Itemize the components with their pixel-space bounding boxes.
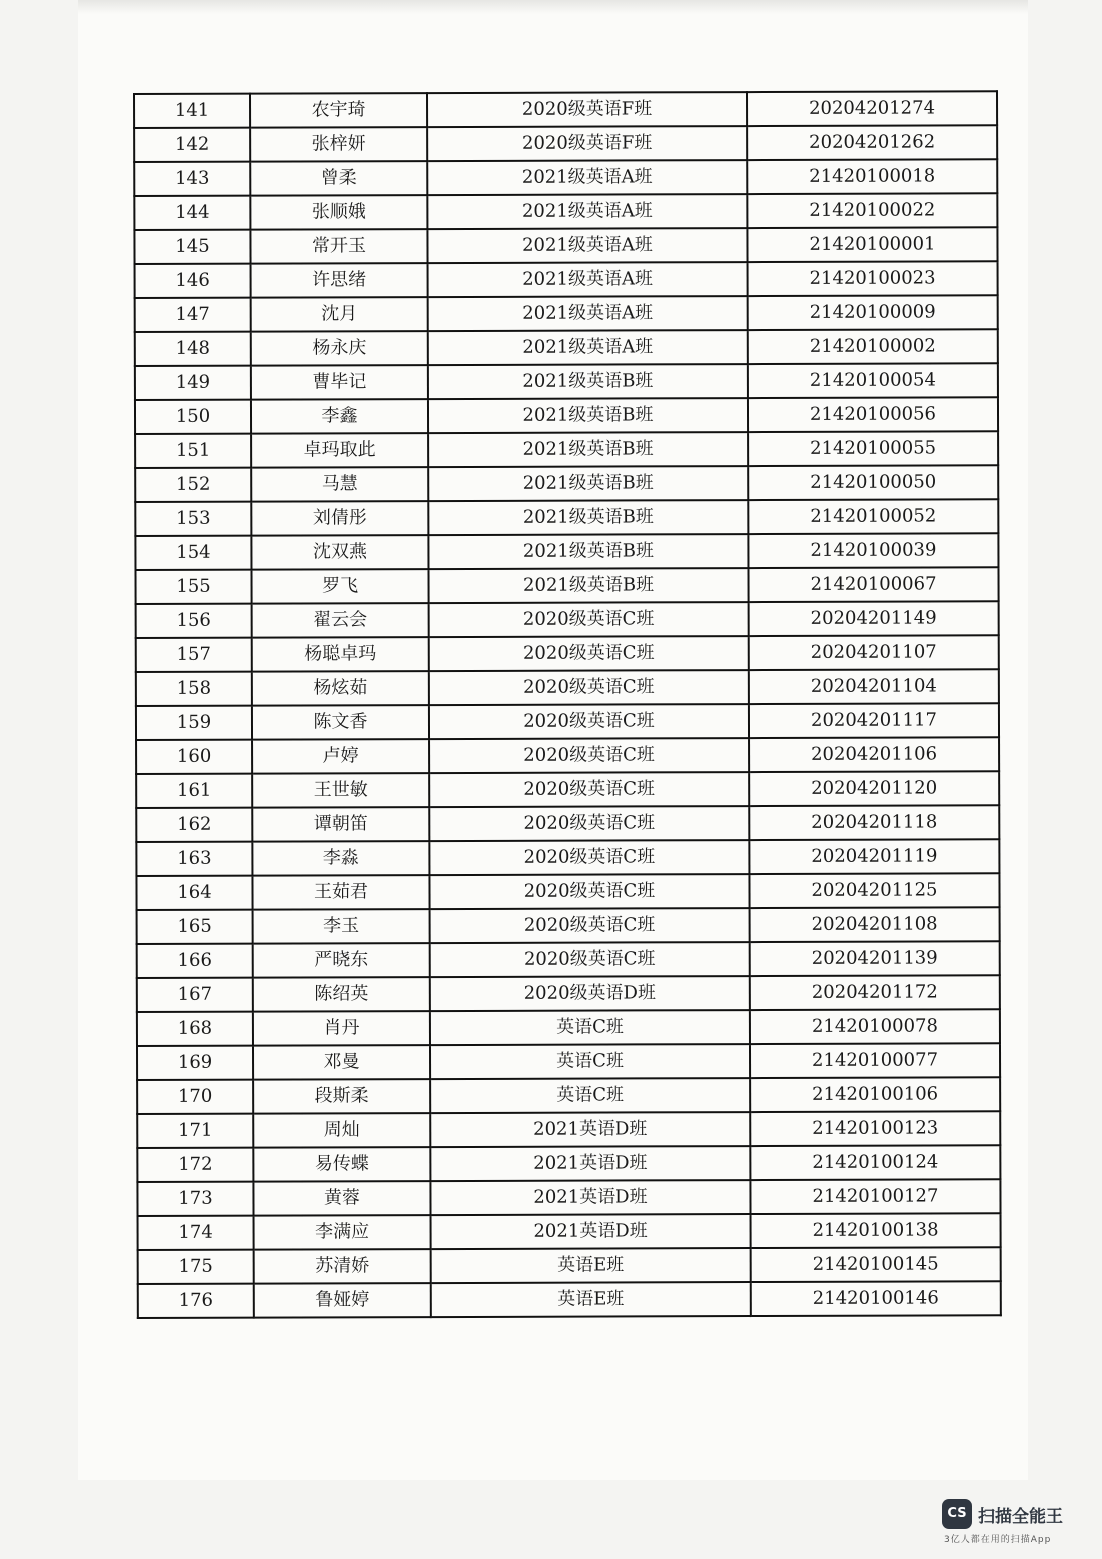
- class-name: 2021级英语A班: [427, 160, 747, 195]
- table-row: [137, 1077, 1000, 1114]
- student-name: 李鑫: [251, 399, 428, 434]
- row-number: 163: [136, 842, 252, 876]
- student-id: 21420100138: [751, 1213, 1001, 1248]
- class-name: 2021英语D班: [431, 1214, 751, 1249]
- student-id: 21420100002: [748, 329, 998, 364]
- student-id: 20204201104: [749, 669, 999, 704]
- student-name: 周灿: [253, 1113, 430, 1148]
- student-name: 刘倩彤: [251, 501, 428, 536]
- table-row: [135, 363, 998, 400]
- class-name: 2021英语D班: [430, 1146, 750, 1181]
- student-id: 20204201125: [749, 873, 999, 908]
- table-row: [136, 635, 999, 672]
- table-row: [137, 1145, 1000, 1182]
- row-number: 153: [135, 502, 251, 536]
- student-name: 鲁娅婷: [254, 1283, 431, 1318]
- class-name: 2020级英语C班: [429, 772, 749, 807]
- class-name: 2021级英语B班: [428, 466, 748, 501]
- row-number: 172: [137, 1148, 253, 1182]
- student-id: 21420100018: [747, 159, 997, 194]
- row-number: 148: [135, 332, 251, 366]
- student-name: 苏清娇: [254, 1249, 431, 1284]
- student-roster-table: [133, 90, 1002, 1319]
- student-id: 20204201262: [747, 125, 997, 160]
- class-name: 2020级英语C班: [429, 602, 749, 637]
- class-name: 英语C班: [430, 1044, 750, 1079]
- student-id: 20204201117: [749, 703, 999, 738]
- class-name: 2020级英语C班: [429, 874, 749, 909]
- watermark-app-name: 扫描全能王: [978, 1507, 1063, 1527]
- student-name: 邓曼: [253, 1045, 430, 1080]
- class-name: 2020级英语F班: [427, 92, 747, 127]
- student-id: 20204201274: [747, 91, 997, 126]
- class-name: 2020级英语C班: [429, 636, 749, 671]
- row-number: 154: [135, 536, 251, 570]
- student-name: 易传蝶: [253, 1147, 430, 1182]
- student-name: 王茹君: [252, 875, 429, 910]
- table-row: [134, 159, 997, 196]
- student-id: 21420100078: [750, 1009, 1000, 1044]
- student-name: 张梓妍: [250, 127, 427, 162]
- student-name: 翟云会: [252, 603, 429, 638]
- student-id: 21420100146: [751, 1281, 1001, 1316]
- table-row: [136, 771, 999, 808]
- class-name: 2021级英语B班: [428, 568, 748, 603]
- student-name: 杨聪卓玛: [252, 637, 429, 672]
- row-number: 174: [138, 1216, 254, 1250]
- row-number: 169: [137, 1046, 253, 1080]
- student-name: 李满应: [254, 1215, 431, 1250]
- student-id: 21420100056: [748, 397, 998, 432]
- class-name: 2020级英语C班: [429, 670, 749, 705]
- camscanner-logo-icon: CS: [942, 1499, 972, 1529]
- table-row: [136, 601, 999, 638]
- table-row: [136, 805, 999, 842]
- student-name: 卢婷: [252, 739, 429, 774]
- table-row: [136, 669, 999, 706]
- student-id: 21420100039: [748, 533, 998, 568]
- student-id: 21420100055: [748, 431, 998, 466]
- student-name: 曹毕记: [251, 365, 428, 400]
- class-name: 2021级英语A班: [428, 262, 748, 297]
- row-number: 160: [136, 740, 252, 774]
- row-number: 155: [135, 570, 251, 604]
- table-row: [137, 941, 1000, 978]
- table-row: [135, 295, 998, 332]
- row-number: 147: [135, 298, 251, 332]
- student-name: 罗飞: [251, 569, 428, 604]
- student-id: 20204201106: [749, 737, 999, 772]
- student-id: 21420100067: [748, 567, 998, 602]
- student-id: 21420100123: [750, 1111, 1000, 1146]
- class-name: 2020级英语F班: [427, 126, 747, 161]
- student-id: 20204201139: [750, 941, 1000, 976]
- student-name: 陈文香: [252, 705, 429, 740]
- class-name: 2021级英语A班: [428, 330, 748, 365]
- student-id: 21420100145: [751, 1247, 1001, 1282]
- student-id: 20204201120: [749, 771, 999, 806]
- student-name: 卓玛取此: [251, 433, 428, 468]
- student-name: 农宇琦: [250, 93, 427, 128]
- table-row: [136, 873, 999, 910]
- table-row: [135, 431, 998, 468]
- row-number: 142: [134, 128, 250, 162]
- table-row: [136, 839, 999, 876]
- student-name: 李淼: [252, 841, 429, 876]
- table-row: [135, 397, 998, 434]
- row-number: 167: [137, 978, 253, 1012]
- row-number: 158: [136, 672, 252, 706]
- table-row: [137, 1179, 1000, 1216]
- table-row: [136, 737, 999, 774]
- student-id: 20204201107: [749, 635, 999, 670]
- class-name: 2021级英语A班: [428, 296, 748, 331]
- row-number: 159: [136, 706, 252, 740]
- camscanner-watermark: [942, 1499, 1082, 1545]
- class-name: 2021级英语B班: [428, 432, 748, 467]
- class-name: 英语C班: [430, 1010, 750, 1045]
- class-name: 2020级英语D班: [430, 976, 750, 1011]
- class-name: 2020级英语C班: [430, 908, 750, 943]
- student-id: 21420100022: [747, 193, 997, 228]
- class-name: 2020级英语C班: [429, 840, 749, 875]
- class-name: 2020级英语C班: [429, 806, 749, 841]
- student-name: 黄蓉: [253, 1181, 430, 1216]
- student-id: 20204201172: [750, 975, 1000, 1010]
- row-number: 166: [137, 944, 253, 978]
- row-number: 145: [134, 230, 250, 264]
- table-row: [137, 1043, 1000, 1080]
- table-row: [136, 703, 999, 740]
- table-row: [135, 499, 998, 536]
- student-id: 21420100001: [747, 227, 997, 262]
- student-name: 沈双燕: [251, 535, 428, 570]
- class-name: 英语E班: [431, 1282, 751, 1317]
- row-number: 175: [138, 1250, 254, 1284]
- student-id: 21420100077: [750, 1043, 1000, 1078]
- class-name: 2021级英语B班: [428, 534, 748, 569]
- row-number: 162: [136, 808, 252, 842]
- table-row: [137, 907, 1000, 944]
- student-name: 段斯柔: [253, 1079, 430, 1114]
- row-number: 164: [136, 876, 252, 910]
- class-name: 2021级英语B班: [428, 364, 748, 399]
- table-row: [135, 533, 998, 570]
- table-row: [135, 261, 998, 298]
- row-number: 176: [138, 1284, 254, 1318]
- student-name: 谭朝笛: [252, 807, 429, 842]
- class-name: 2021级英语A班: [427, 228, 747, 263]
- class-name: 2020级英语C班: [429, 738, 749, 773]
- student-name: 沈月: [251, 297, 428, 332]
- row-number: 151: [135, 434, 251, 468]
- class-name: 英语E班: [431, 1248, 751, 1283]
- row-number: 150: [135, 400, 251, 434]
- student-id: 21420100054: [748, 363, 998, 398]
- student-name: 杨永庆: [251, 331, 428, 366]
- student-name: 杨炫茹: [252, 671, 429, 706]
- class-name: 2021英语D班: [430, 1180, 750, 1215]
- class-name: 2021级英语A班: [427, 194, 747, 229]
- page-top-edge: [78, 0, 1028, 14]
- student-name: 常开玉: [250, 229, 427, 264]
- student-name: 许思绪: [251, 263, 428, 298]
- student-id: 20204201118: [749, 805, 999, 840]
- row-number: 156: [136, 604, 252, 638]
- student-id: 21420100052: [748, 499, 998, 534]
- class-name: 2021级英语B班: [428, 500, 748, 535]
- student-id: 20204201108: [750, 907, 1000, 942]
- student-name: 马慧: [251, 467, 428, 502]
- table-row: [138, 1213, 1001, 1250]
- watermark-tagline: 3亿人都在用的扫描App: [944, 1535, 1052, 1545]
- row-number: 152: [135, 468, 251, 502]
- student-id: 21420100124: [750, 1145, 1000, 1180]
- student-id: 21420100050: [748, 465, 998, 500]
- class-name: 英语C班: [430, 1078, 750, 1113]
- table-row: [134, 227, 997, 264]
- table-row: [138, 1281, 1001, 1318]
- class-name: 2021级英语B班: [428, 398, 748, 433]
- student-name: 张顺娥: [250, 195, 427, 230]
- table-row: [135, 567, 998, 604]
- class-name: 2020级英语C班: [429, 704, 749, 739]
- row-number: 141: [134, 94, 250, 128]
- row-number: 157: [136, 638, 252, 672]
- student-id: 21420100009: [748, 295, 998, 330]
- student-id: 21420100023: [748, 261, 998, 296]
- roster-body: [134, 91, 1001, 1318]
- student-name: 李玉: [253, 909, 430, 944]
- row-number: 170: [137, 1080, 253, 1114]
- table-row: [134, 91, 997, 128]
- student-id: 21420100127: [750, 1179, 1000, 1214]
- student-id: 20204201149: [749, 601, 999, 636]
- row-number: 171: [137, 1114, 253, 1148]
- student-name: 陈绍英: [253, 977, 430, 1012]
- row-number: 165: [137, 910, 253, 944]
- table-row: [137, 1009, 1000, 1046]
- table-row: [137, 1111, 1000, 1148]
- student-id: 20204201119: [749, 839, 999, 874]
- student-name: 肖丹: [253, 1011, 430, 1046]
- student-id: 21420100106: [750, 1077, 1000, 1112]
- table-row: [135, 329, 998, 366]
- table-row: [134, 193, 997, 230]
- table-row: [137, 975, 1000, 1012]
- student-name: 严晓东: [253, 943, 430, 978]
- class-name: 2021英语D班: [430, 1112, 750, 1147]
- row-number: 146: [135, 264, 251, 298]
- row-number: 161: [136, 774, 252, 808]
- row-number: 168: [137, 1012, 253, 1046]
- table-row: [134, 125, 997, 162]
- student-name: 王世敏: [252, 773, 429, 808]
- student-name: 曾柔: [250, 161, 427, 196]
- class-name: 2020级英语C班: [430, 942, 750, 977]
- table-row: [135, 465, 998, 502]
- row-number: 149: [135, 366, 251, 400]
- row-number: 144: [134, 196, 250, 230]
- row-number: 143: [134, 162, 250, 196]
- row-number: 173: [137, 1182, 253, 1216]
- table-row: [138, 1247, 1001, 1284]
